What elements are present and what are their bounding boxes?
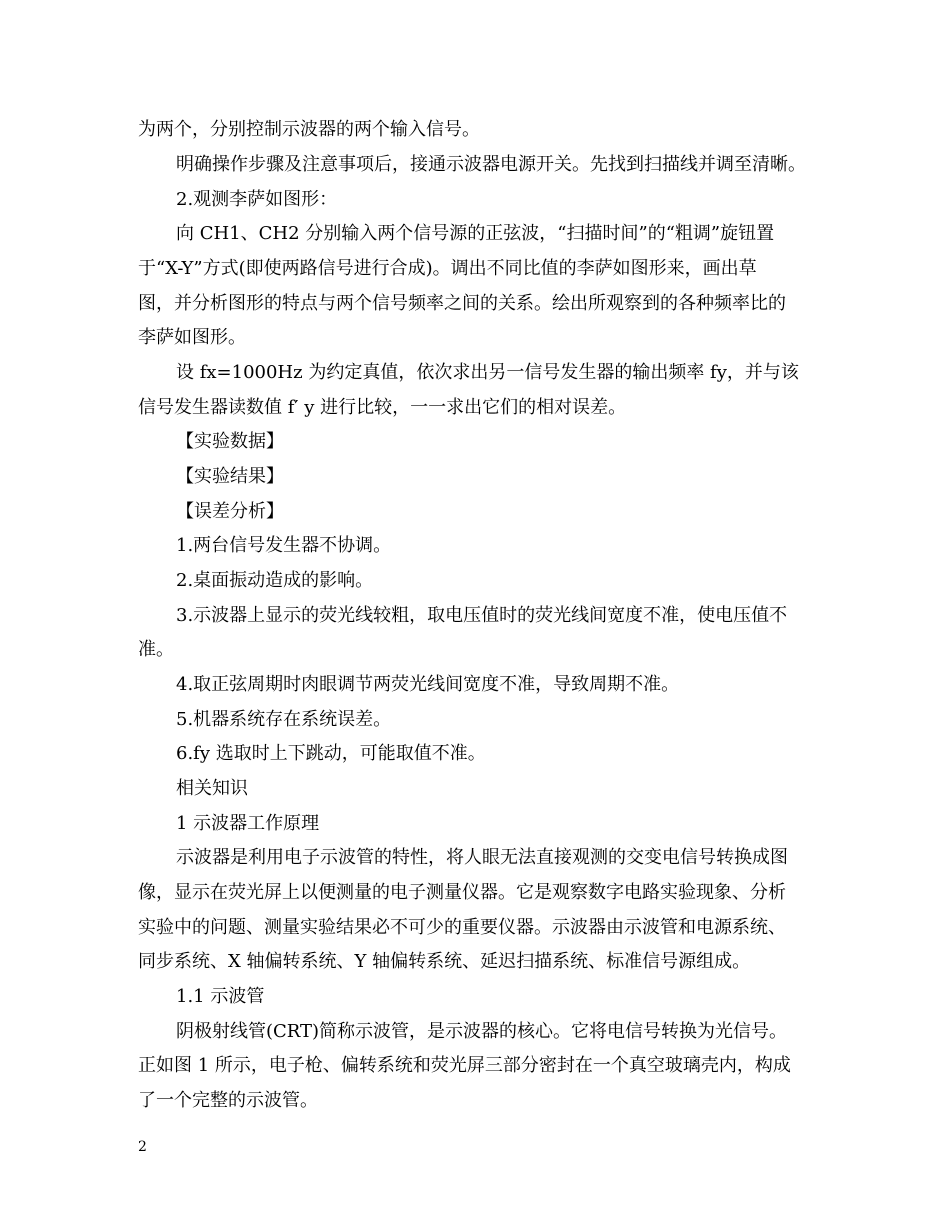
list-item: 4.取正弦周期时肉眼调节两荧光线间宽度不准，导致周期不准。 xyxy=(176,674,680,695)
text-line: 实验中的问题、测量实验结果必不可少的重要仪器。示波器由示波管和电源系统、 xyxy=(138,917,786,938)
section-heading: 【实验结果】 xyxy=(176,466,284,487)
text-line: 于“X-Y”方式(即使两路信号进行合成)。调出不同比值的李萨如图形来，画出草 xyxy=(138,258,757,279)
text-line: 像，显示在荧光屏上以便测量的电子测量仪器。它是观察数字电路实验现象、分析 xyxy=(138,882,786,903)
text-line: 了一个完整的示波管。 xyxy=(138,1090,318,1111)
text-line: 向 CH1、CH2 分别输入两个信号源的正弦波，“扫描时间”的“粗调”旋钮置 xyxy=(176,223,775,244)
list-item: 1.两台信号发生器不协调。 xyxy=(176,535,392,556)
text-line: 设 fx=1000Hz 为约定真值，依次求出另一信号发生器的输出频率 fy，并与该 xyxy=(176,362,799,383)
page-number: 2 xyxy=(138,1139,147,1155)
text-line: 为两个，分别控制示波器的两个输入信号。 xyxy=(138,119,480,140)
list-item: 6.fy 选取时上下跳动，可能取值不准。 xyxy=(176,743,486,764)
text-line: 李萨如图形。 xyxy=(138,327,246,348)
text-line: 图，并分析图形的特点与两个信号频率之间的关系。绘出所观察到的各种频率比的 xyxy=(138,293,786,314)
text-line: 示波器是利用电子示波管的特性，将人眼无法直接观测的交变电信号转换成图 xyxy=(176,847,788,868)
text-line: 明确操作步骤及注意事项后，接通示波器电源开关。先找到扫描线并调至清晰。 xyxy=(176,154,806,175)
text-line: 同步系统、X 轴偏转系统、Y 轴偏转系统、延迟扫描系统、标准信号源组成。 xyxy=(138,951,751,972)
text-line: 信号发生器读数值 f′ y 进行比较，一一求出它们的相对误差。 xyxy=(138,397,627,418)
section-heading: 1 示波器工作原理 xyxy=(176,813,320,834)
section-heading: 相关知识 xyxy=(176,778,248,799)
list-item: 5.机器系统存在系统误差。 xyxy=(176,709,392,730)
section-heading: 【实验数据】 xyxy=(176,431,284,452)
text-line: 准。 xyxy=(138,639,174,660)
section-heading: 【误差分析】 xyxy=(176,501,284,522)
list-item: 2.桌面振动造成的影响。 xyxy=(176,570,374,591)
section-heading: 1.1 示波管 xyxy=(176,986,265,1007)
text-line: 正如图 1 所示，电子枪、偏转系统和荧光屏三部分密封在一个真空玻璃壳内，构成 xyxy=(138,1055,791,1076)
list-item: 3.示波器上显示的荧光线较粗，取电压值时的荧光线间宽度不准，使电压值不 xyxy=(176,605,788,626)
text-line: 2.观测李萨如图形： xyxy=(176,189,338,210)
text-line: 阴极射线管(CRT)简称示波管，是示波器的核心。它将电信号转换为光信号。 xyxy=(176,1021,788,1042)
